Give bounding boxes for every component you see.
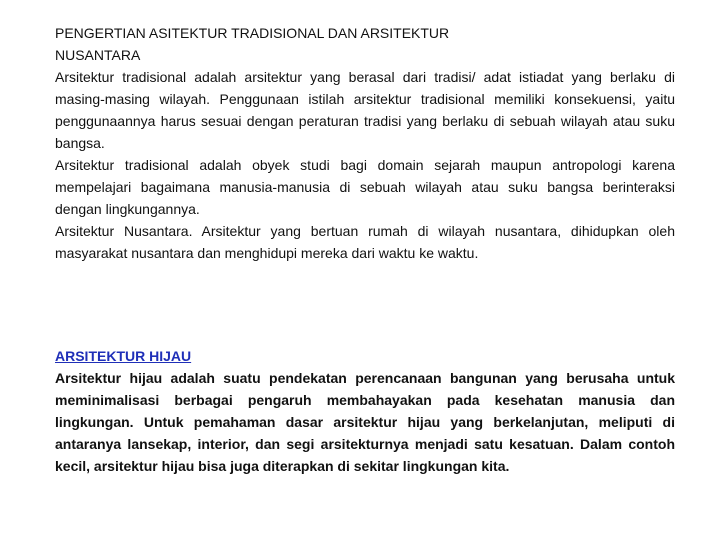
section-green-architecture [55,345,675,477]
paragraph-definition: Arsitektur tradisional adalah arsitektur yang berasal dari tradisi/ adat istiadat yang berlaku di masing-masing wilayah. Penggunaan istilah arsitektur tradisional memiliki konsekuensi, yaitu penggunaannya harus sesuai dengan peraturan tradisi yang berlaku di sebuah wilayah atau suku bangsa. [55,69,675,151]
green-architecture-link[interactable]: ARSITEKTUR HIJAU [55,348,192,364]
section-title-line-1: PENGERTIAN ASITEKTUR TRADISIONAL DAN ARSITEKTUR [55,25,450,41]
section-traditional-architecture [55,22,675,264]
paragraph-nusantara: Arsitektur Nusantara. Arsitektur yang bertuan rumah di wilayah nusantara, dihidupkan oleh masyarakat nusantara dan menghidupi mereka dari waktu ke waktu. [55,223,675,261]
section-title-line-2: NUSANTARA [55,47,141,63]
paragraph-study-object: Arsitektur tradisional adalah obyek studi bagi domain sejarah maupun antropologi karena mempelajari bagaimana manusia-manusia di sebuah wilayah atau suku bangsa berinteraksi dengan lingkungannya. [55,157,675,217]
paragraph-green-architecture: Arsitektur hijau adalah suatu pendekatan perencanaan bangunan yang berusaha untuk meminimalisasi berbagai pengaruh membahayakan pada kesehatan manusia dan lingkungan. Untuk pemahaman dasar arsitektur hijau yang berkelanjutan, meliputi di antaranya lansekap, interior, dan segi arsitekturnya menjadi satu kesatuan. Dalam contoh kecil, arsitektur hijau bisa juga diterapkan di sekitar lingkungan kita. [55,370,675,474]
